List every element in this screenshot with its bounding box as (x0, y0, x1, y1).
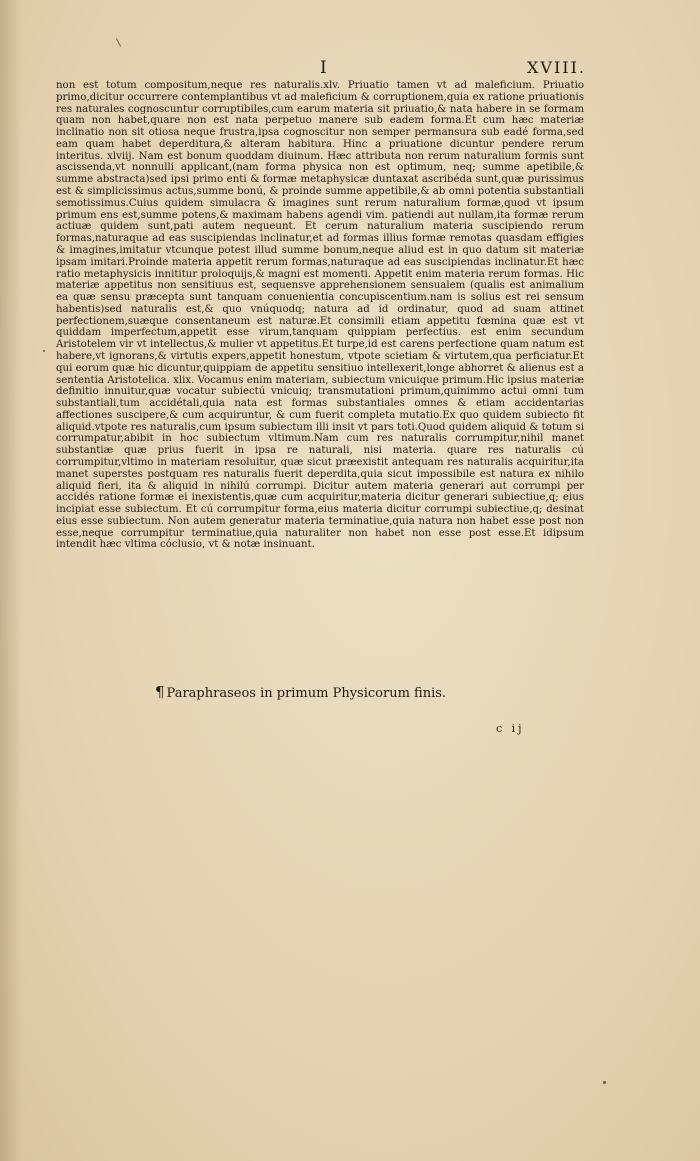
running-header (52, 58, 586, 82)
folio-number: XVIII. (527, 58, 586, 77)
pilcrow-icon: ¶ (155, 683, 165, 701)
paper-speck (43, 350, 45, 352)
colophon-text: Paraphraseos in primum Physicorum finis. (166, 686, 447, 701)
ink-mark (116, 38, 121, 46)
body-text: non est totum compositum,neque res naturalis.xlv. Priuatio tamen vt ad maleficium. Priuatio primo,dicitur occurrere contemplantibus vt ad maleficium & corruptionem,quia ex ratione priuationis res naturales cognoscuntur corruptibiles,cum earum materia sit priuatio,& nata habere in se formam quam non habet,quare non est nata perpetuo manere sub eadem forma.Et cum hæc materiæ inclinatio non sit otiosa neque frustra,ipsa cognoscitur non semper permansura sub eadé forma,sed eam quam habet deperditura,& alteram habitura. Hinc a priuatione dicuntur pendere rerum interitus. xlviij. Nam est bonum quoddam diuinum. Hæc attributa non rerum naturalium formis sunt ascissenda,vt nonnulli applicant,(nam forma physica non est optimum, neq; summe apetibile,& summe abstracta)sed ipsi primo enti & formæ metaphysicæ duntaxat ascribéda sunt,quæ purissimus est & simplicissimus actus,summe bonú, & proinde summe appetibile,& ab omni potentia substantiali semotissimus.Cuius quidem simulacra & imagines sunt rerum naturalium formæ,quod vt ipsum primum ens est,summe potens,& maximam habens agendi vim. patiendi aut nullam,ita formæ rerum actiuæ quidem sunt,pati autem nequeunt. Et cerum naturalium materia suscipiendo rerum formas,naturaque ad eas suscipiendas inclinatur,et ad formas illius formæ remotas quasdam effigies & imagines,imitatur vtcunque potest illud summe bonum,neque aliud est in quo datum sit materiæ ipsam imitari.Proinde materia appetit rerum formas,naturaque ad eas suscipiendas inclinatur.Et hæc ratio metaphysicis innititur proloquijs,& magni est momenti. Appetit enim materia rerum formas. Hic materiæ appetitus non sensitiuus est, sequensve apprehensionem sensualem (qualis est animalium ea quæ sensu præcepta sunt tanquam conuenientia concupiscentium.nam is solius est rei sensum habentis)sed naturalis est,& quo vnúquodq; natura ad id ordinatur, quod ad suam attinet perfectionem,suæque consentaneum est naturæ.Et consimili etiam appetitu fœmina quæ est vt quiddam imperfectum,appetit esse virum,tanquam quippiam perfectius. est enim secundum Aristotelem vir vt intellectus,& mulier vt appetitus.Et turpe,id est carens perfectione quam natum est habere,vt ignorans,& virtutis expers,appetit honestum, vtpote scietiam & virtutem,qua perficiatur.Et qui eorum quæ hic dicuntur,quippiam de appetitu sensitiuo intellexerit,longe abhorret & alienus est a sententia Aristotelica. xlix. Vocamus enim materiam, subiectum vnicuique primum.Hic ipsius materiæ definitio innuitur,quæ vocatur subiectú vnicuiq; transmutationi primum,quinimmo actui omni tum substantiali,tum accidétali,quia nata est formas substantiales omnes & etiam accidentarias affectiones suscipere,& cum acquiruntur, & cum fuerit completa mutatio.Ex quo quidem subiecto fit aliquid.vtpote res naturalis,cum ipsum subiectum illi insit vt pars toti.Quod quidem aliquid & totum si corrumpatur,abibit in hoc subiectum vltimum.Nam cum res naturalis corrumpitur,nihil manet substantiæ quæ prius fuerit in ipsa re naturali, nisi materia. quare res naturalis cú corrumpitur,vltimo in materiam resoluitur, quæ sicut præexistit antequam res naturalis acquiritur,ita manet superstes postquam res naturalis fuerit deperdita,quia sicut impossibile est natura ex nihilo aliquid fieri, ita & aliquid in nihilú corrumpi. Dicitur autem materia generari aut corrumpi per accidés ratione formæ ei inexistentis,quæ cum acquiritur,materia dicitur generari subiectiue,q; eius incipiat esse subiectum. Et cú corrumpitur forma,eius materia dicitur corrumpi subiectiue,q; desinat eius esse subiectum. Non autem generatur materia terminatiue,quia natura non habet esse post non esse,neque corrumpitur terminatiue,quia naturaliter non habet non esse post esse.Et idipsum intendit hæc vltima cóclusio, vt & notæ insinuant. (56, 80, 584, 551)
page-number: I (320, 58, 328, 78)
gutter-shadow (0, 0, 22, 1161)
signature-mark: c ij (496, 722, 525, 735)
paper-speck (603, 1081, 606, 1084)
colophon (155, 683, 446, 701)
